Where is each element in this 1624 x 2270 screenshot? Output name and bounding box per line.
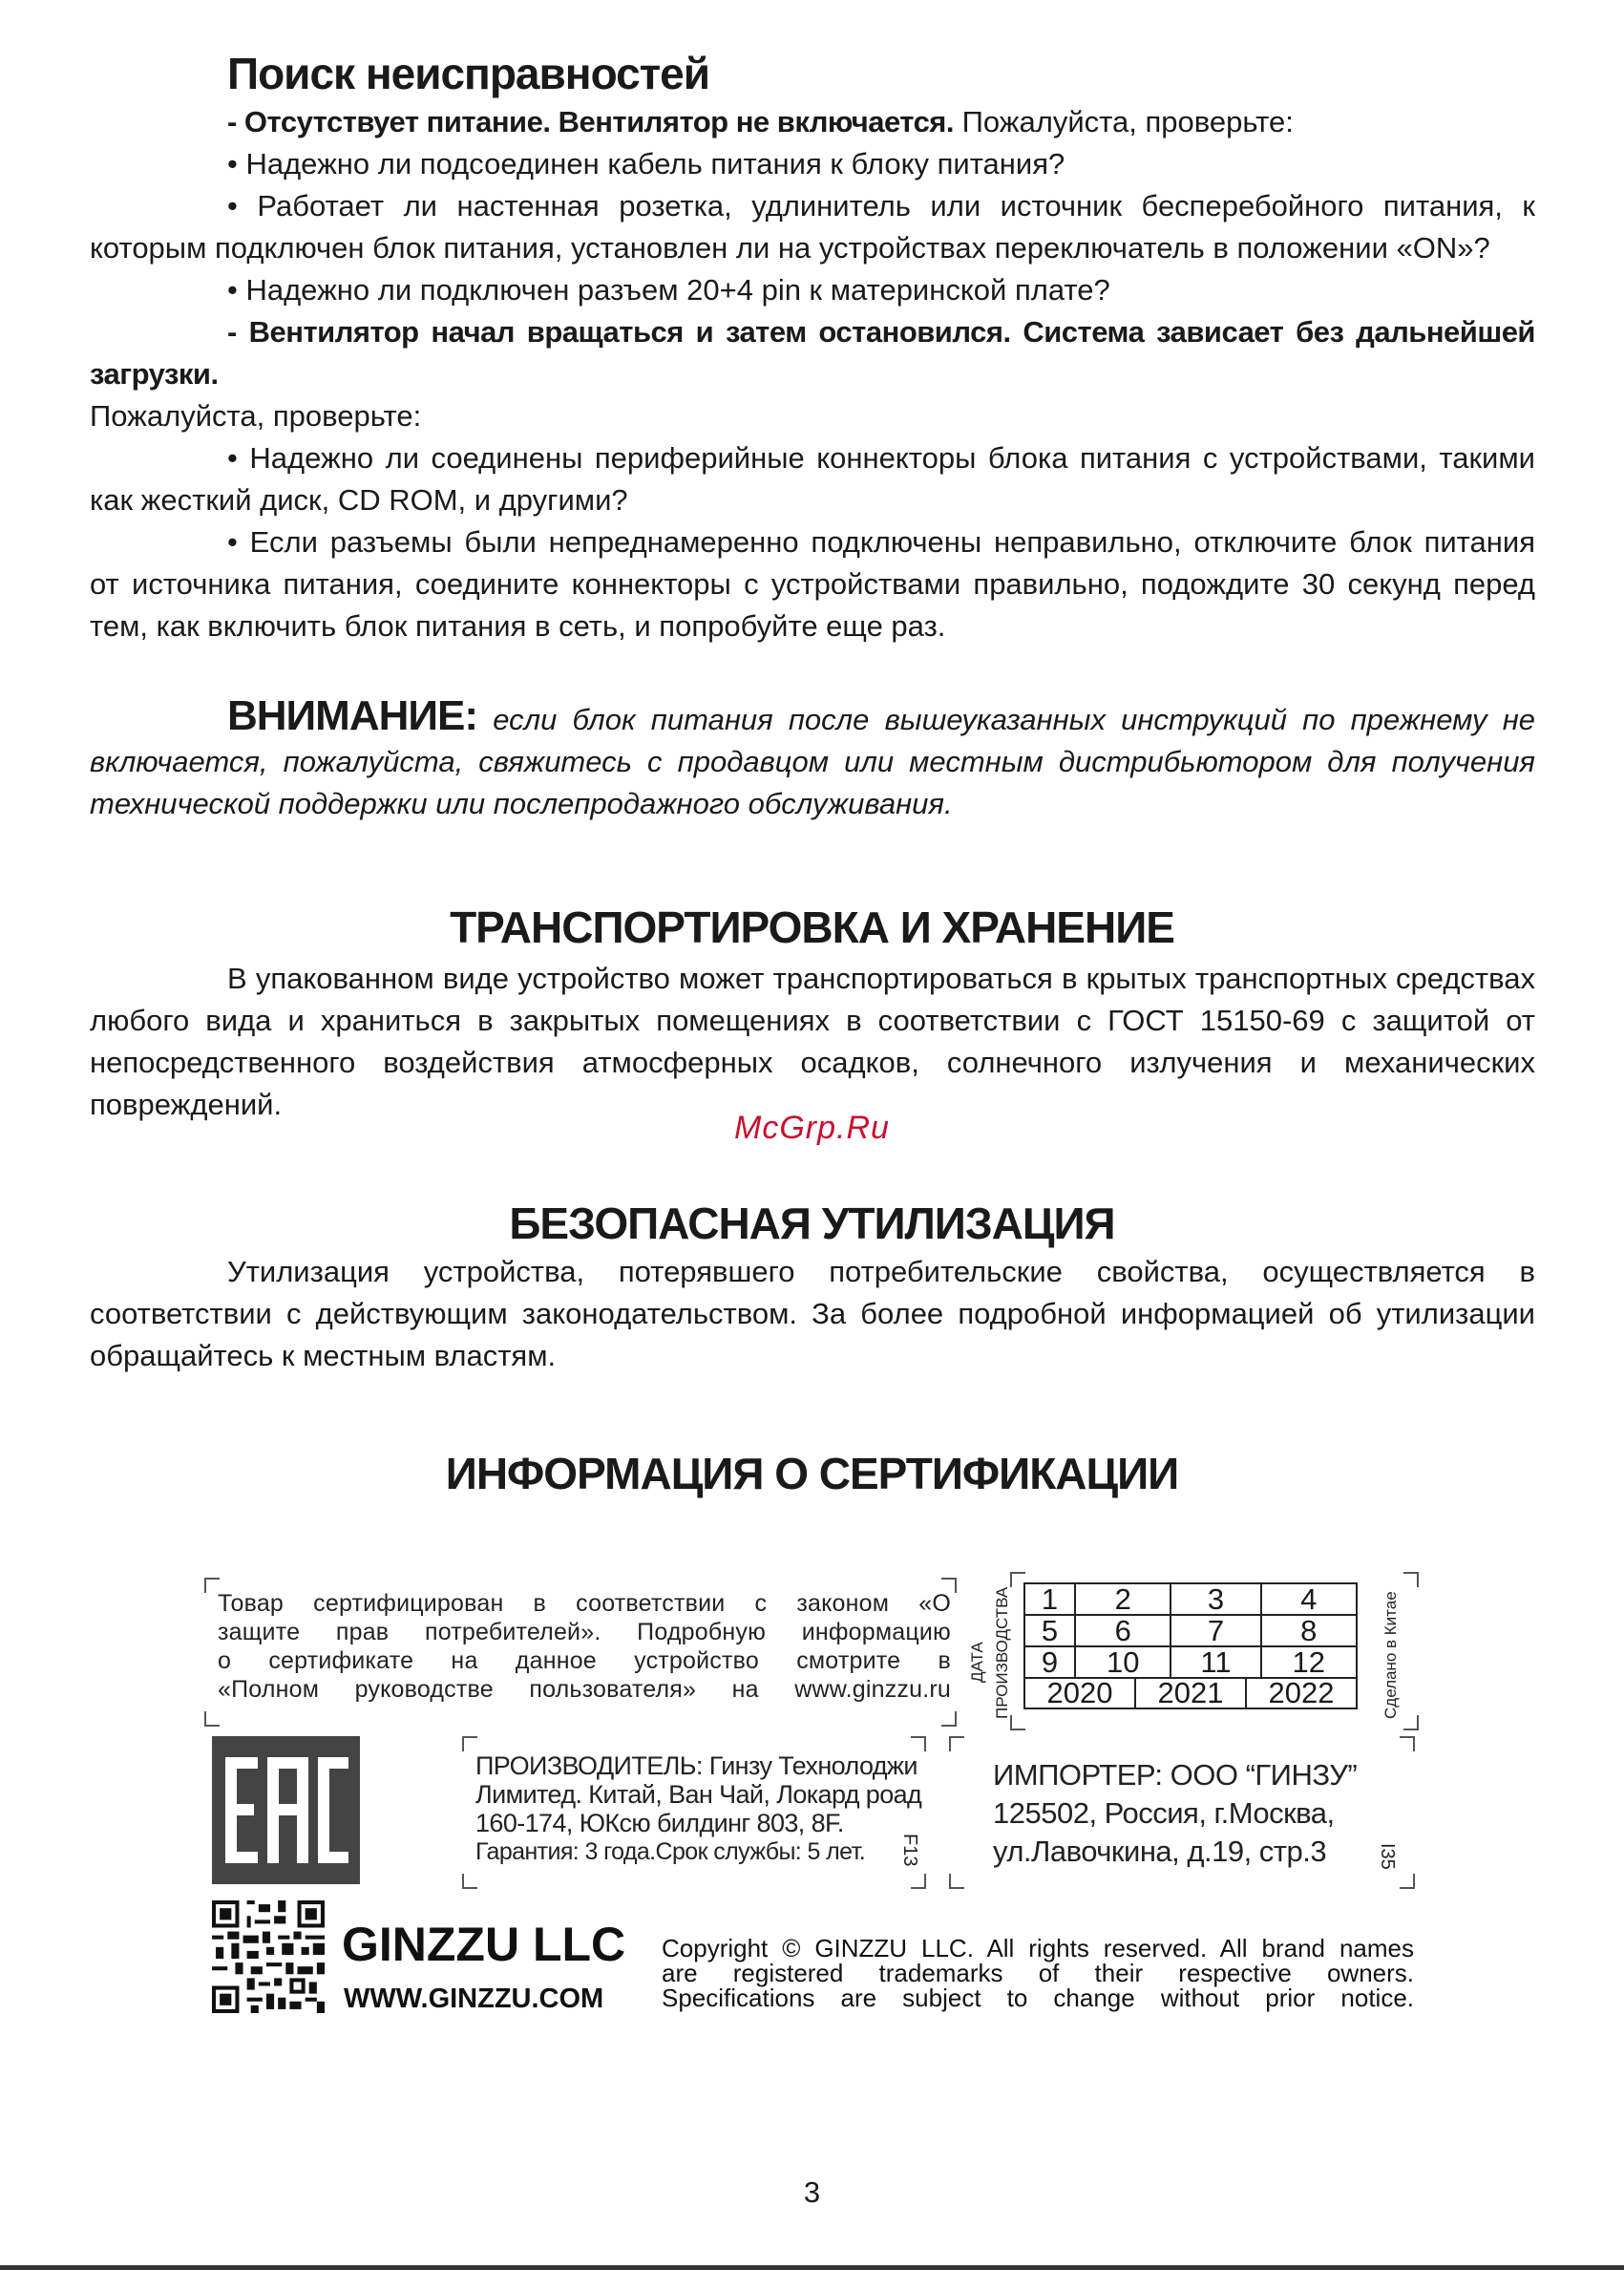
month-cell: 2 [1075, 1583, 1171, 1615]
manufacturer-line: Гарантия: 3 года.Срок службы: 5 лет. [475, 1838, 866, 1865]
cert-line: Товар сертифицирован в соответствии с законом «О [218, 1590, 951, 1617]
copyright-line: Specifications are subject to change without prior notice. [662, 1984, 1414, 2012]
page-number: 3 [803, 2175, 821, 2209]
crop-mark [1403, 1715, 1419, 1730]
brand-website: WWW.GINZZU.COM [344, 1984, 604, 2014]
watermark: McGrp.Ru [734, 1110, 890, 1146]
case2-lead: - Вентилятор начал вращаться и затем остановился. Система зависает без дальнейшей загрузки. [90, 315, 1535, 391]
crop-mark [911, 1736, 926, 1751]
year-cell: 2022 [1268, 1676, 1335, 1709]
crop-mark [941, 1711, 957, 1727]
manufacturer-code: F13 [899, 1834, 920, 1867]
troubleshoot-body [90, 101, 1535, 647]
month-cell: 7 [1171, 1615, 1260, 1646]
month-cell: 4 [1261, 1583, 1357, 1615]
date-label-1: ДАТА [968, 1642, 986, 1683]
certification-title: ИНФОРМАЦИЯ О СЕРТИФИКАЦИИ [445, 1449, 1179, 1498]
case1-rest: Пожалуйста, проверьте: [954, 105, 1294, 138]
case1-item: • Надежно ли подсоединен кабель питания к блоку питания? [227, 147, 1065, 180]
cert-line: защите прав потребителей». Подробную информацию [218, 1619, 951, 1645]
month-cell: 6 [1075, 1615, 1171, 1646]
eac-mark [212, 1736, 360, 1884]
manufacturer-line: Лимитед. Китай, Ван Чай, Локард роад [475, 1780, 922, 1809]
manufacturer-line: 160-174, ЮКсю билдинг 803, 8F. [475, 1809, 844, 1837]
month-cell: 5 [1024, 1615, 1075, 1646]
crop-mark [1400, 1736, 1415, 1751]
made-in-label: Сделано в Китае [1381, 1591, 1400, 1719]
cert-line: «Полном руководстве пользователя» на www.ginzzu.ru [218, 1676, 951, 1703]
year-cell: 2020 [1025, 1677, 1136, 1708]
importer-line: ИМПОРТЕР: ООО “ГИНЗУ” [993, 1758, 1358, 1792]
transport-block [90, 958, 1535, 1126]
crop-mark [1010, 1715, 1025, 1730]
month-cell: 11 [1171, 1646, 1260, 1678]
certification-text [218, 1589, 951, 1704]
bottom-rule [0, 2265, 1624, 2270]
case2-rest: Пожалуйста, проверьте: [90, 399, 422, 433]
month-cell: 9 [1024, 1646, 1075, 1678]
warning-text: если блок питания после вышеуказанных инструкций по прежнему не включается, пожалуйста, свяжитесь с продавцом или местным дистрибьютором для получения технической поддержки или послепродажного обслуживания. [90, 703, 1535, 820]
case1-line [90, 101, 1535, 143]
case1-item: • Работает ли настенная розетка, удлинитель или источник бесперебойного питания, к которым подключен блок питания, установлен ли на устройствах переключатель в положении «ON»? [90, 189, 1535, 265]
qr-code-icon [212, 1900, 325, 2013]
manufacturer-line: ПРОИЗВОДИТЕЛЬ: Гинзу Технолоджи [475, 1751, 917, 1780]
importer-code: I35 [1377, 1843, 1398, 1870]
production-month-grid [1023, 1582, 1358, 1679]
importer-line: 125502, Россия, г.Москва, [993, 1796, 1335, 1830]
month-cell: 8 [1261, 1615, 1357, 1646]
date-label-2: ПРОИЗВОДСТВА [993, 1586, 1011, 1719]
case2-item: • Надежно ли соединены периферийные коннекторы блока питания с устройствами, такими как жесткий диск, CD ROM, и другими? [90, 441, 1535, 517]
month-cell: 1 [1024, 1583, 1075, 1615]
copyright-line: Copyright © GINZZU LLC. All rights reserved. All brand names [662, 1934, 1414, 1962]
crop-mark [1403, 1572, 1419, 1587]
disposal-block [90, 1251, 1535, 1377]
month-cell: 10 [1075, 1646, 1171, 1678]
case1-lead: - Отсутствует питание. Вентилятор не включается. [227, 105, 955, 138]
month-cell: 12 [1261, 1646, 1357, 1678]
crop-mark [911, 1874, 926, 1889]
cert-line: о сертификате на данное устройство смотрите в [218, 1647, 951, 1674]
crop-mark [949, 1736, 964, 1751]
importer-info [993, 1756, 1375, 1871]
disposal-text: Утилизация устройства, потерявшего потребительские свойства, осуществляется в соответствии с действующим законодательством. За более подробной информацией об утилизации обращайтесь к местным властям. [90, 1255, 1535, 1372]
warning-title: ВНИМАНИЕ: [227, 692, 478, 739]
troubleshoot-title: Поиск неисправностей [227, 49, 710, 98]
case2-item: • Если разъемы были непреднамеренно подключены неправильно, отключите блок питания от источника питания, соедините коннекторы с устройствами правильно, подождите 30 секунд перед тем, как включить блок питания в сеть, и попробуйте еще раз. [90, 525, 1535, 643]
warning-block [90, 692, 1535, 825]
crop-mark [949, 1874, 964, 1889]
eac-text [360, 1736, 361, 1737]
production-year-row [1023, 1677, 1358, 1709]
brand-name: GINZZU LLC [342, 1918, 626, 1971]
transport-title: ТРАНСПОРТИРОВКА И ХРАНЕНИЕ [450, 902, 1174, 952]
copyright-line: are registered trademarks of their respective owners. [662, 1959, 1414, 1987]
manufacturer-info [475, 1751, 924, 1866]
eac-logo-icon [212, 1736, 360, 1884]
crop-mark [1400, 1874, 1415, 1889]
case1-item: • Надежно ли подключен разъем 20+4 pin к материнской плате? [227, 273, 1110, 307]
copyright-notice [662, 1936, 1414, 2010]
month-cell: 3 [1171, 1583, 1260, 1615]
crop-mark [204, 1711, 220, 1727]
transport-text: В упакованном виде устройство может транспортироваться в крытых транспортных средствах любого вида и храниться в закрытых помещениях в соответствии с ГОСТ 15150-69 с защитой от непосредственного воздействия атмосферных осадков, солнечного излучения и механических повреждений. [90, 962, 1535, 1121]
disposal-title: БЕЗОПАСНАЯ УТИЛИЗАЦИЯ [509, 1199, 1115, 1248]
year-cell: 2021 [1136, 1677, 1247, 1708]
importer-line: ул.Лавочкина, д.19, стр.3 [993, 1835, 1327, 1868]
crop-mark [462, 1874, 477, 1889]
crop-mark [462, 1736, 477, 1751]
